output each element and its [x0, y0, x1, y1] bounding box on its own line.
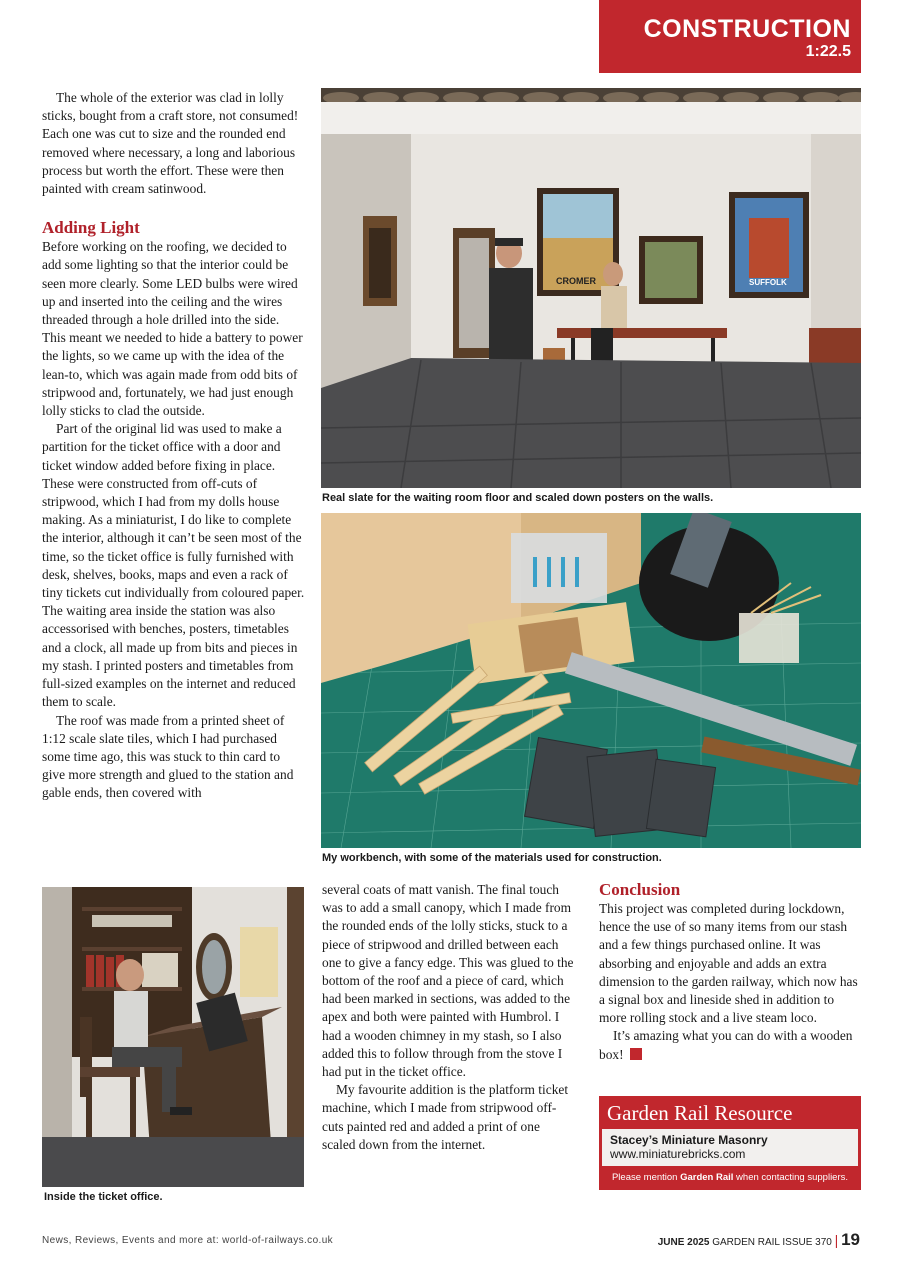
- photo-waiting-room: [321, 88, 861, 488]
- paragraph: Part of the original lid was used to make a partition for the ticket office with a door and ticket window added before fixing in place. These were constructed from off-cuts of stripwood, which I had from my dolls house making. As a miniaturist, I do like to complete the interior, although it can’t be seen most of the time, so the ticket office is fully furnished with desk, shelves, books, maps and even a rack of tiny tickets cut individually from coloured paper. The waiting area inside the station was also accessorised with benches, posters, timetables and a clock, all made up from bits and pieces in my stash. I printed posters and timetables from full-sized examples on the internet and reduced them to scale.: [42, 421, 305, 710]
- footer-separator: |: [834, 1232, 839, 1248]
- paragraph: Before working on the roofing, we decided to add some lighting so that the interior could be seen more clearly. Some LED bulbs were wired up and inserted into the ceiling and the wires threaded through a hole drilled into the side. This meant we needed to hide a battery to power the lights, so we came up with the idea of the lean-to, which was again made from odd bits of stripwood and, fortunately, we had just enough lolly sticks to clad the outside.: [42, 239, 303, 419]
- paragraph: This project was completed during lockdown, hence the use of so many items from our stash and a few things purchased online. It was absorbing and enjoyable and adds an extra dimension to the garden railway, which now has a signal box and lineside shed in addition to more rolling stock and a live steam loco.: [599, 901, 858, 1026]
- paragraph: [599, 1027, 861, 1063]
- article-column-2: [322, 881, 576, 1154]
- paragraph: several coats of matt vanish. The final touch was to add a small canopy, which I made from the rounded ends of the lolly sticks, stuck to a piece of stripwood and drilled between each one to give a fancy edge. This was glued to the bottom of the roof and a piece of card, which had been marked in sections, was added to the apex and both were painted with Humbrol. I had a wooden chimney in my stash, so I also added this to follow through from the stove I had put in the ticket office.: [322, 882, 574, 1080]
- resource-box: [599, 1096, 861, 1190]
- photo-ticket-office: [42, 887, 304, 1187]
- footer-issue-info: [658, 1230, 860, 1250]
- subheading-adding-light: Adding Light: [42, 218, 140, 238]
- section-scale: 1:22.5: [805, 43, 851, 60]
- photo-workbench: [321, 513, 861, 848]
- poster-cromer-text: CROMER: [556, 276, 596, 286]
- resource-note: Please mention Garden Rail when contacting suppliers.: [611, 1172, 849, 1183]
- section-header: [599, 0, 861, 73]
- section-title: CONSTRUCTION: [643, 15, 851, 43]
- closing-sentence: It’s amazing what you can do with a wooden box!: [599, 1028, 853, 1062]
- paragraph: The roof was made from a printed sheet of 1:12 scale slate tiles, which I had purchased some time ago, this was stuck to thin card to give more strength and glued to the station and gable ends, then covered with: [42, 712, 294, 801]
- issue-date: JUNE 2025: [657, 1237, 710, 1248]
- page-number: 19: [841, 1230, 860, 1249]
- article-column-3: [599, 880, 861, 1064]
- paragraph: My favourite addition is the platform ticket machine, which I made from stripwood off-cuts painted red and added a print of one scaled down from the internet.: [322, 1082, 569, 1152]
- resource-supplier: [602, 1129, 858, 1166]
- article-column-1: [42, 89, 306, 803]
- caption-photo-3: Inside the ticket office.: [44, 1191, 163, 1203]
- end-of-article-mark: [630, 1048, 642, 1060]
- issue-title: GARDEN RAIL ISSUE 370: [712, 1237, 832, 1248]
- caption-photo-2: My workbench, with some of the materials used for construction.: [322, 852, 662, 864]
- subheading-conclusion: Conclusion: [599, 880, 681, 899]
- resource-title: Garden Rail Resource: [607, 1101, 793, 1125]
- supplier-url[interactable]: www.miniaturebricks.com: [610, 1147, 746, 1161]
- caption-photo-1: Real slate for the waiting room floor and scaled down posters on the walls.: [322, 492, 714, 504]
- poster-suffolk-text: SUFFOLK: [749, 278, 787, 287]
- paragraph: The whole of the exterior was clad in lolly sticks, bought from a craft store, not consumed! Each one was cut to size and the rounded end removed where necessary, a long and laborious process but worth the effort. These were then painted with cream satinwood.: [42, 90, 299, 197]
- footer-website: News, Reviews, Events and more at: world-of-railways.co.uk: [42, 1235, 334, 1246]
- supplier-name: Stacey’s Miniature Masonry: [610, 1133, 768, 1147]
